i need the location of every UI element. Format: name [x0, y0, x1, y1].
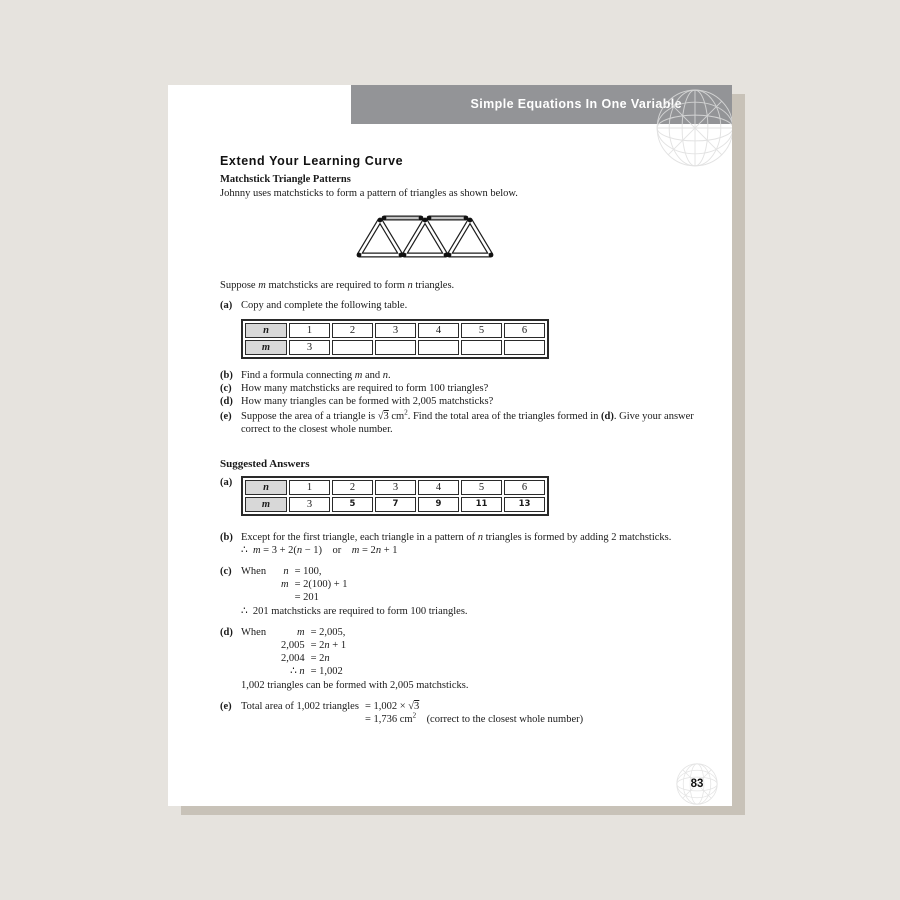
answer-part-b [220, 531, 696, 557]
eq-when [241, 639, 275, 652]
table-cell: 2 [332, 480, 373, 495]
answer-table [241, 476, 549, 516]
part-text: Find a formula connecting m and n. [241, 370, 391, 381]
eq-when: When [241, 566, 267, 577]
eq-rhs: = 2n [310, 653, 330, 664]
part-text: Suppose the area of a triangle is √3 $cm^2$. Find the total area of the triangles formed in (d). Give your answer correct to the closest whole number. [241, 408, 694, 435]
eq-when [241, 578, 275, 591]
part-text: How many matchsticks are required to form 100 triangles? [241, 383, 489, 394]
answer-part-c [220, 565, 696, 618]
question-table [241, 319, 549, 359]
eq-lhs: m [297, 627, 305, 638]
eq-lhs: n [283, 566, 289, 577]
table-cell [332, 340, 373, 355]
answer-cell: 11 [461, 497, 502, 512]
page-number-area [674, 761, 720, 806]
answer-cell: 13 [504, 497, 545, 512]
part-label: (a) [220, 477, 233, 488]
eq-rhs: = 2,005, [310, 627, 346, 638]
table-cell: 5 [461, 480, 502, 495]
part-label: (e) [220, 411, 232, 422]
answer-b-line2: ∴ m = 3 + 2(n − 1) or m = 2n + 1 [241, 545, 398, 556]
table-cell: 6 [504, 480, 545, 495]
section-heading: Extend Your Learning Curve [220, 154, 404, 168]
table-row-m [245, 340, 545, 355]
table-cell: 1 [289, 323, 330, 338]
table-cell [461, 340, 502, 355]
answer-part-e [220, 700, 696, 726]
equation-block [241, 565, 348, 604]
matchstick-triangles-icon [352, 208, 498, 262]
table-cell: 3 [375, 480, 416, 495]
table-row-m [245, 497, 545, 512]
part-body [241, 531, 696, 557]
n-header-cell: n [245, 480, 287, 495]
eq-lhs [281, 591, 289, 604]
answer-c-conclusion: ∴ 201 matchsticks are required to form 100 triangles. [241, 606, 468, 617]
part-text: How many triangles can be formed with 2,005 matchsticks? [241, 396, 494, 407]
table-cell: 4 [418, 323, 459, 338]
eq-rhs: = 201 [294, 592, 319, 603]
m-header-cell: m [245, 340, 287, 355]
eq-lhs [241, 713, 359, 726]
answer-b-line1: Except for the first triangle, each triangle in a pattern of n triangles is formed by adding 2 matchsticks. [241, 532, 672, 543]
part-label: (e) [220, 701, 232, 712]
question-part-c [220, 382, 696, 395]
table-cell: 3 [289, 340, 330, 355]
answer-cell: 7 [375, 497, 416, 512]
answers-heading: Suggested Answers [220, 458, 310, 470]
table-cell [418, 340, 459, 355]
table-cell: 2 [332, 323, 373, 338]
table-cell: 4 [418, 480, 459, 495]
table-cell: 6 [504, 323, 545, 338]
question-part-d [220, 395, 696, 408]
part-body [241, 565, 696, 618]
page-content [220, 124, 696, 726]
answer-cell: 9 [418, 497, 459, 512]
textbook-page [168, 85, 732, 806]
part-label: (b) [220, 532, 233, 543]
equation-block [241, 700, 583, 726]
answer-part-a [220, 476, 696, 516]
m-header-cell: m [245, 497, 287, 512]
part-text: Copy and complete the following table. [241, 300, 408, 311]
table-cell: 1 [289, 480, 330, 495]
question-part-b [220, 369, 696, 382]
eq-lhs: m [281, 579, 289, 590]
part-label: (b) [220, 370, 233, 381]
n-header-cell: n [245, 323, 287, 338]
part-body [241, 626, 696, 692]
eq-rhs: = 100, [294, 566, 322, 577]
eq-rhs: = 1,736 $cm^2$ (correct to the closest whole number) [364, 711, 584, 725]
table-cell [504, 340, 545, 355]
part-label: (d) [220, 627, 233, 638]
part-label: (d) [220, 396, 233, 407]
eq-lhs: ∴ n [290, 666, 305, 677]
matchstick-figure [352, 208, 696, 264]
question-part-e [220, 410, 696, 436]
answer-d-conclusion: 1,002 triangles can be formed with 2,005 matchsticks. [241, 680, 469, 691]
table-cell: 5 [461, 323, 502, 338]
page-number: 83 [690, 778, 704, 790]
eq-when: When [241, 627, 267, 638]
eq-lhs: Total area of 1,002 triangles [241, 701, 359, 712]
table-row-n [245, 323, 545, 338]
eq-when [241, 665, 275, 678]
table-cell: 3 [375, 323, 416, 338]
eq-rhs: = 1,002 × √3 [364, 701, 420, 712]
part-body [241, 700, 696, 726]
eq-rhs: = 1,002 [310, 666, 343, 677]
part-label: (a) [220, 300, 233, 311]
table-row-n [245, 480, 545, 495]
eq-when [241, 652, 275, 665]
eq-rhs: = 2n + 1 [310, 640, 347, 651]
answer-cell: 5 [332, 497, 373, 512]
eq-rhs: = 2(100) + 1 [294, 579, 348, 590]
answer-part-d [220, 626, 696, 692]
eq-when [241, 591, 275, 604]
part-label: (c) [220, 566, 232, 577]
suppose-text: Suppose m matchsticks are required to form n triangles. [220, 280, 455, 291]
question-part-a [220, 299, 696, 312]
eq-lhs: 2,005 [281, 640, 305, 651]
activity-title: Matchstick Triangle Patterns [220, 174, 351, 185]
eq-lhs: 2,004 [281, 653, 305, 664]
part-label: (c) [220, 383, 232, 394]
table-cell: 3 [289, 497, 330, 512]
equation-block [241, 626, 346, 678]
table-cell [375, 340, 416, 355]
chapter-title: Simple Equations In One Variable [470, 97, 682, 111]
intro-text: Johnny uses matchsticks to form a pattern of triangles as shown below. [220, 188, 518, 199]
